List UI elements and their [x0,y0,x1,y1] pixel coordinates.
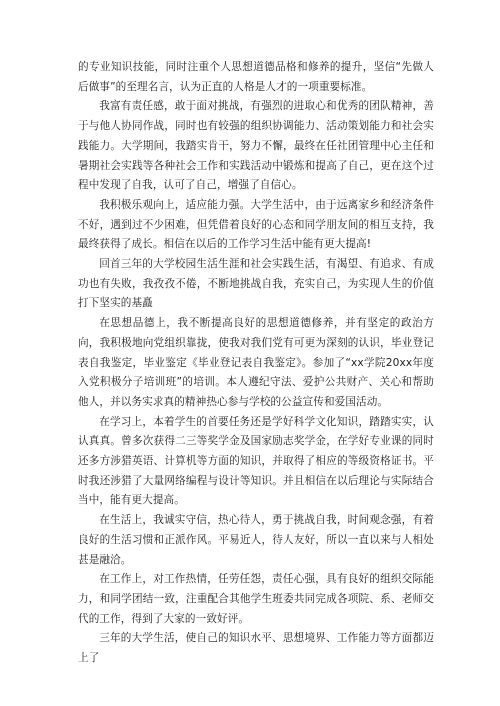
paragraph-review: 回首三年的大学校园生活生涯和社会实践生活，有渴望、有追求、有成功也有失败，我孜孜不倦，不断地挑战自我，充实自己，为实现人生的价值打下坚实的基矗 [78,258,434,310]
paragraph-work: 在工作上，对工作热情，任劳任怨，责任心强，具有良好的组织交际能力，和同学团结一致，注重配合其他学生班委共同完成各项院、系、老师交代的工作，得到了大家的一致好评。 [78,573,434,625]
paragraph-summary: 三年的大学生活，使自己的知识水平、思想境界、工作能力等方面都迈上了 [78,632,434,665]
paragraph-study: 在学习上，本着学生的首要任务还是学好科学文化知识，踏踏实实，认认真真。曾多次获得二三等奖学金及国家励志奖学金，在学好专业课的同时还多方涉猎英语、计算机等方面的知识，并取得了相应的等级资格证书。平时我还涉猎了大量网络编程与设计等知识。并且相信在以后理论与实际结合当中，能有更大提高。 [78,415,434,507]
document-body [78,58,434,669]
paragraph-life: 在生活上，我诚实守信，热心待人，勇于挑战自我，时间观念强，有着良好的生活习惯和正派作风。平易近人，待人友好，所以一直以来与人相处甚是融洽。 [78,514,434,566]
paragraph-optimism: 我积极乐观向上，适应能力强。大学生活中，由于远离家乡和经济条件不好，遇到过不少困难，但凭借着良好的心态和同学朋友间的相互支持，我最终获得了成长。相信在以后的工作学习生活中能有更大提高! [78,198,434,251]
paragraph-ideology: 在思想品德上，我不断提高良好的思想道德修养，并有坚定的政治方向，我积极地向党组织靠拢，使我对我们党有可更为深刻的认识，毕业登记表自我鉴定，毕业鉴定《毕业登记表自我鉴定》。参加了“xx学院20xx年度入党积极分子培训班”的培训。本人遵纪守法、爱护公共财产、关心和帮助他人，并以务实求真的精神热心参与学校的公益宣传和爱国活动。 [78,317,434,408]
paragraph-continuation: 的专业知识技能，同时注重个人思想道德品格和修养的提升，坚信“先做人后做事”的至理名言，认为正直的人格是人才的一项重要标准。 [78,61,434,93]
paragraph-responsibility: 我富有责任感，敢于面对挑战，有强烈的进取心和优秀的团队精神，善于与他人协同作战，同时也有较强的组织协调能力、活动策划能力和社会实践能力。大学期间，我踏实肯干，努力不懈，最终在任社团管理中心主任和暑期社会实践等各种社会工作和实践活动中锻炼和提高了自己，更在这个过程中发现了自我，认可了自己，增强了自信心。 [78,100,434,192]
